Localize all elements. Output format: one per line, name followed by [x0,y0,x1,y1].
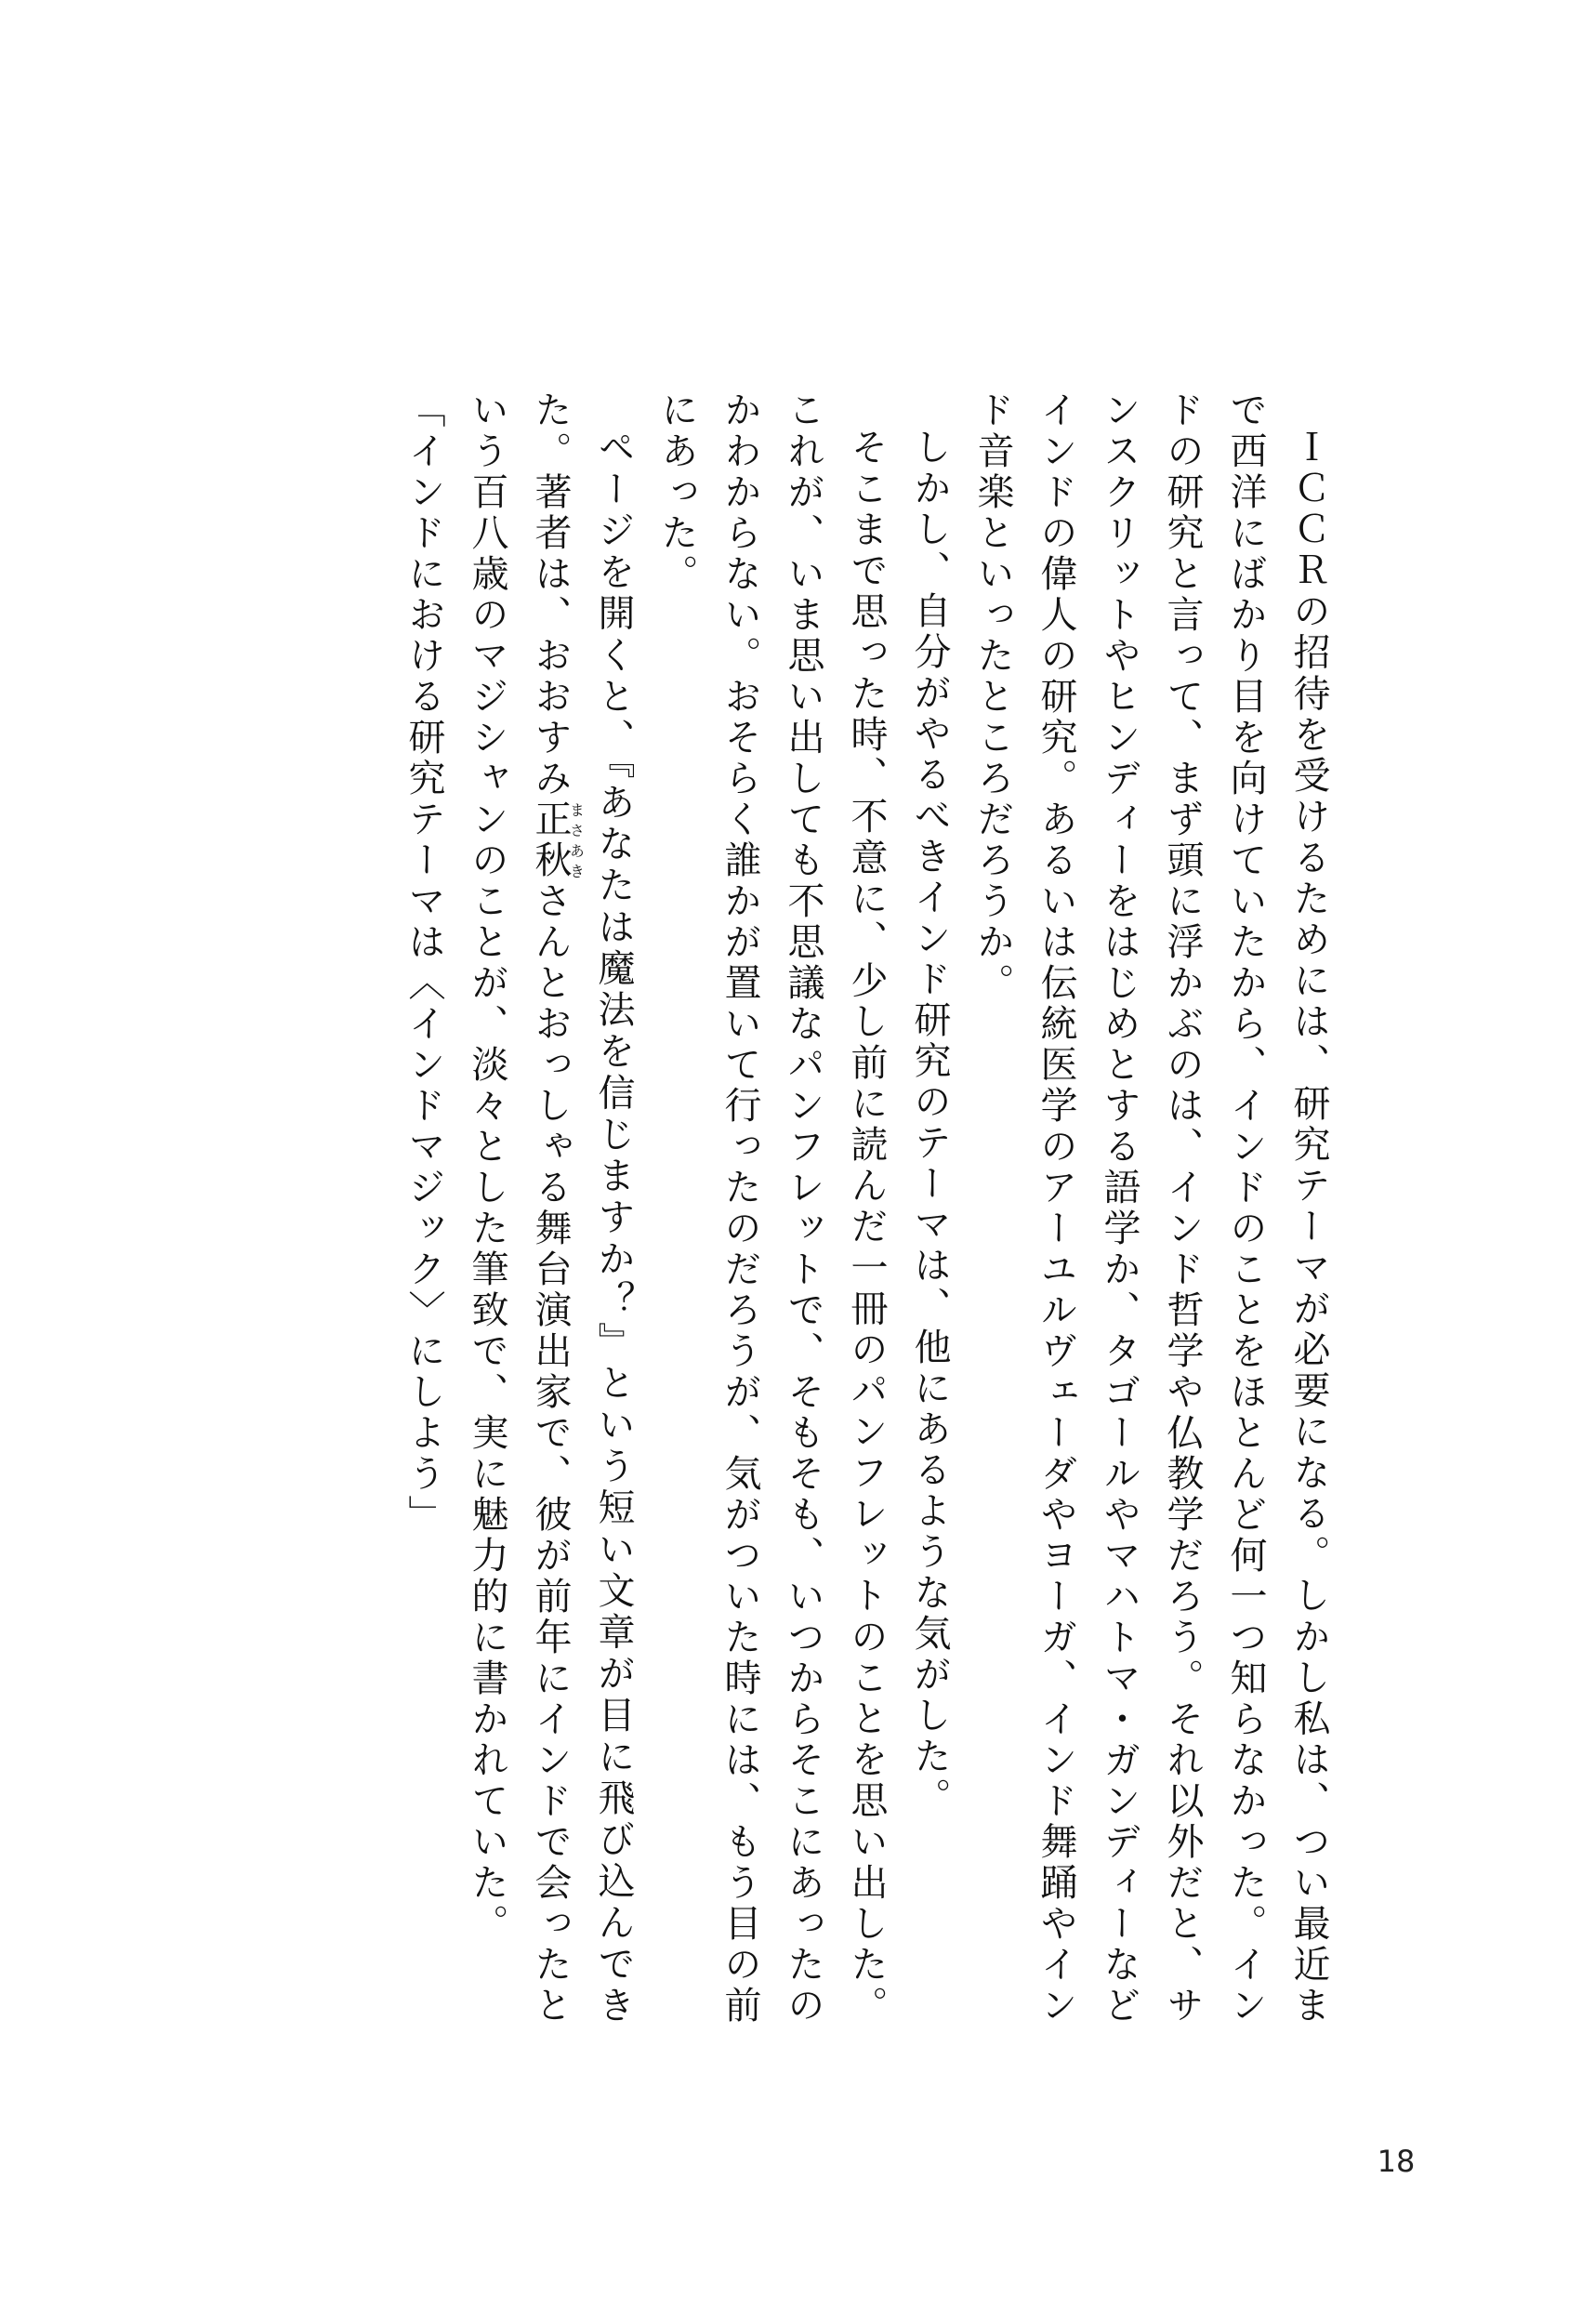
paragraph-2: しかし、自分がやるべきインド研究のテーマは、他にあるような気がした。 [908,428,951,1818]
paragraph-4-part-2: さんとおっしゃる舞台演出家で、彼が前年にインドで会ったという百八歳のマジシャンのことが、淡々とした筆致で、実に魅力的に書かれていた。 [466,390,572,2027]
ruby-base: 正秋 [529,799,572,881]
paragraph-5: 「インドにおける研究テーマは〈インドマジック〉にしよう」 [402,390,445,1536]
ruby-name [529,799,586,881]
paragraph-4 [455,390,645,2027]
ruby-reading: まさあき [567,799,586,881]
paragraph-4-part-1: ページを開くと、『あなたは魔法を信じますか？』という短い文章が目に飛び込んできた。著者は、おおすみ [529,390,635,2027]
page-number: 18 [1377,2144,1416,2179]
paragraph-1: ＩＣＣＲの招待を受けるためには、研究テーマが必要になる。しかし私は、つい最近まで西洋にばかり目を向けていたから、インドのことをほとんど何一つ知らなかった。インドの研究と言って、まず頭に浮かぶのは、インド哲学や仏教学だろう。それ以外だと、サンスクリットやヒンディーをはじめとする語学か、タゴールやマハトマ・ガンディーなどインドの偉人の研究。あるいは伝統医学のアーユルヴェーダやヨーガ、インド舞踊やインド音楽といったところだろうか。 [971,390,1330,2027]
body-text [392,390,1340,2027]
paragraph-3: そこまで思った時、不意に、少し前に読んだ一冊のパンフレットのことを思い出した。これが、いま思い出しても不思議なパンフレットで、そもそも、いつからそこにあったのかわからない。おそらく誰かが置いて行ったのだろうが、気がついた時には、もう目の前にあった。 [655,390,888,2027]
